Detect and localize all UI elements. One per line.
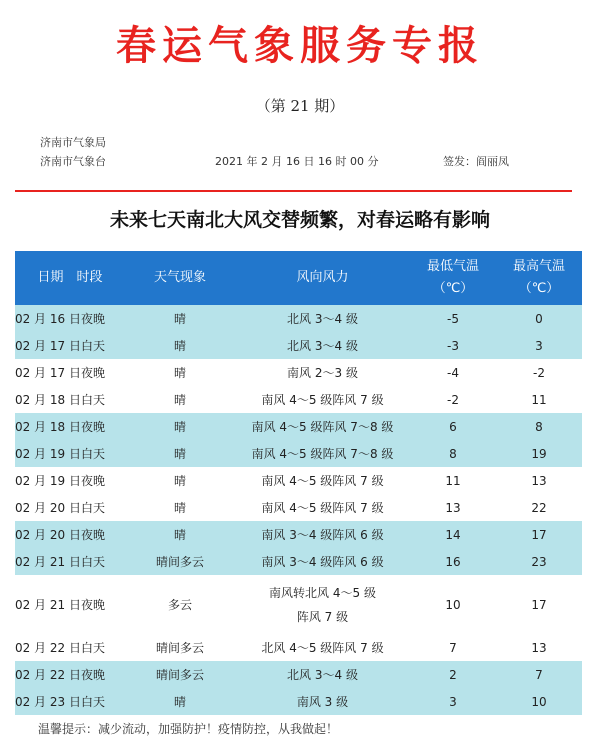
cell-low-temp: 11	[445, 473, 461, 488]
cell-high-temp: 7	[496, 661, 582, 688]
cell-date: 02 月 17 日夜晚	[15, 366, 105, 380]
signer: 签发：阎丽凤	[443, 155, 509, 168]
cell-high-temp: 11	[531, 392, 547, 407]
cell-date: 02 月 18 日白天	[15, 393, 105, 407]
column-header-high-temp-unit: （℃）	[518, 281, 560, 296]
cell-low-temp: -2	[447, 392, 459, 407]
cell-weather: 晴	[125, 305, 235, 332]
cell-low-temp: -4	[447, 365, 459, 380]
cell-wind: 北风 3～4 级	[235, 332, 410, 359]
cell-wind: 北风 3～4 级	[235, 305, 410, 332]
issuing-bureau: 济南市气象局	[40, 136, 106, 149]
cell-date: 02 月 21 日夜晚	[15, 597, 105, 612]
cell-high-temp: 3	[496, 332, 582, 359]
cell-wind: 南风 4～5 级阵风 7 级	[261, 501, 384, 515]
cell-date: 02 月 19 日夜晚	[15, 474, 105, 488]
table-row	[15, 688, 582, 715]
table-row	[15, 661, 582, 688]
cell-wind: 南风 3～4 级阵风 6 级	[235, 521, 410, 548]
cell-wind	[235, 575, 410, 634]
cell-low-temp: 13	[445, 500, 461, 515]
table-row	[15, 359, 582, 386]
cell-date: 02 月 23 日白天	[15, 688, 125, 715]
table-row	[15, 634, 582, 661]
cell-high-temp: -2	[533, 365, 545, 380]
cell-wind: 南风 4～5 级阵风 7～8 级	[235, 440, 410, 467]
cell-wind: 北风 4～5 级阵风 7 级	[261, 641, 384, 655]
cell-weather: 晴	[173, 501, 186, 515]
cell-wind: 南风 4～5 级阵风 7 级	[261, 393, 384, 407]
column-header-high-temp-label: 最高气温	[512, 259, 565, 274]
column-header-high-temp	[496, 251, 582, 305]
cell-low-temp: 10	[445, 597, 461, 612]
cell-wind: 南风 4～5 级阵风 7 级	[261, 474, 384, 488]
cell-wind-line2: 阵风 7 级	[296, 609, 349, 624]
cell-date: 02 月 16 日夜晚	[15, 305, 125, 332]
column-header-wind: 风向风力	[235, 251, 410, 305]
cell-weather: 晴	[173, 366, 186, 380]
column-header-low-temp-label: 最低气温	[426, 259, 479, 274]
cell-low-temp: -3	[410, 332, 496, 359]
cell-high-temp: 13	[531, 473, 547, 488]
header-divider	[15, 190, 572, 192]
cell-wind: 南风 3 级	[235, 688, 410, 715]
table-row	[15, 305, 582, 332]
tip-text: 温馨提示：减少流动，加强防护！疫情防控，从我做起！	[38, 722, 339, 736]
cell-date: 02 月 19 日白天	[15, 440, 125, 467]
cell-high-temp: 0	[496, 305, 582, 332]
issue-number: （第 21 期）	[255, 97, 345, 115]
cell-date: 02 月 22 日白天	[15, 641, 105, 655]
column-header-low-temp-unit: （℃）	[432, 281, 474, 296]
cell-weather: 晴	[125, 521, 235, 548]
cell-wind: 南风 3～4 级阵风 6 级	[235, 548, 410, 575]
cell-low-temp: 14	[410, 521, 496, 548]
column-header-low-temp	[410, 251, 496, 305]
cell-low-temp: 7	[449, 640, 457, 655]
table-row	[15, 332, 582, 359]
cell-weather: 晴	[125, 413, 235, 440]
table-row	[15, 494, 582, 521]
cell-high-temp: 10	[496, 688, 582, 715]
issuing-observatory: 济南市气象台	[40, 155, 106, 168]
cell-weather: 晴	[125, 332, 235, 359]
headline: 未来七天南北大风交替频繁，对春运略有影响	[109, 209, 490, 231]
cell-weather: 晴	[125, 688, 235, 715]
cell-low-temp: 6	[410, 413, 496, 440]
cell-wind-line1: 南风转北风 4～5 级	[269, 585, 376, 600]
table-row	[15, 575, 582, 634]
forecast-table	[15, 251, 582, 715]
column-header-weather: 天气现象	[125, 251, 235, 305]
cell-date: 02 月 22 日夜晚	[15, 661, 125, 688]
cell-high-temp: 17	[496, 521, 582, 548]
cell-low-temp: -5	[410, 305, 496, 332]
cell-weather: 晴	[173, 474, 186, 488]
cell-high-temp: 17	[531, 597, 547, 612]
cell-high-temp: 22	[531, 500, 547, 515]
table-row	[15, 413, 582, 440]
cell-weather: 晴间多云	[125, 661, 235, 688]
cell-wind: 南风 2～3 级	[287, 366, 358, 380]
cell-date: 02 月 18 日夜晚	[15, 413, 125, 440]
cell-date: 02 月 17 日白天	[15, 332, 125, 359]
column-header-date: 日期 时段	[15, 251, 125, 305]
cell-date: 02 月 20 日夜晚	[15, 521, 125, 548]
report-title: 春运气象服务专报	[116, 22, 484, 69]
table-row	[15, 521, 582, 548]
cell-weather: 晴	[125, 440, 235, 467]
cell-low-temp: 2	[410, 661, 496, 688]
table-header-row	[15, 251, 582, 305]
cell-weather: 多云	[167, 597, 192, 612]
table-row	[15, 467, 582, 494]
table-row	[15, 386, 582, 413]
cell-weather: 晴间多云	[155, 641, 204, 655]
cell-weather: 晴间多云	[125, 548, 235, 575]
cell-wind: 南风 4～5 级阵风 7～8 级	[235, 413, 410, 440]
cell-high-temp: 13	[531, 640, 547, 655]
cell-date: 02 月 21 日白天	[15, 548, 125, 575]
cell-high-temp: 19	[496, 440, 582, 467]
cell-date: 02 月 20 日白天	[15, 501, 105, 515]
issue-date: 2021 年 2 月 16 日 16 时 00 分	[215, 155, 379, 168]
cell-low-temp: 8	[410, 440, 496, 467]
table-row	[15, 440, 582, 467]
cell-high-temp: 8	[496, 413, 582, 440]
table-row	[15, 548, 582, 575]
cell-low-temp: 16	[410, 548, 496, 575]
cell-wind: 北风 3～4 级	[235, 661, 410, 688]
cell-low-temp: 3	[410, 688, 496, 715]
cell-high-temp: 23	[496, 548, 582, 575]
cell-weather: 晴	[173, 393, 186, 407]
